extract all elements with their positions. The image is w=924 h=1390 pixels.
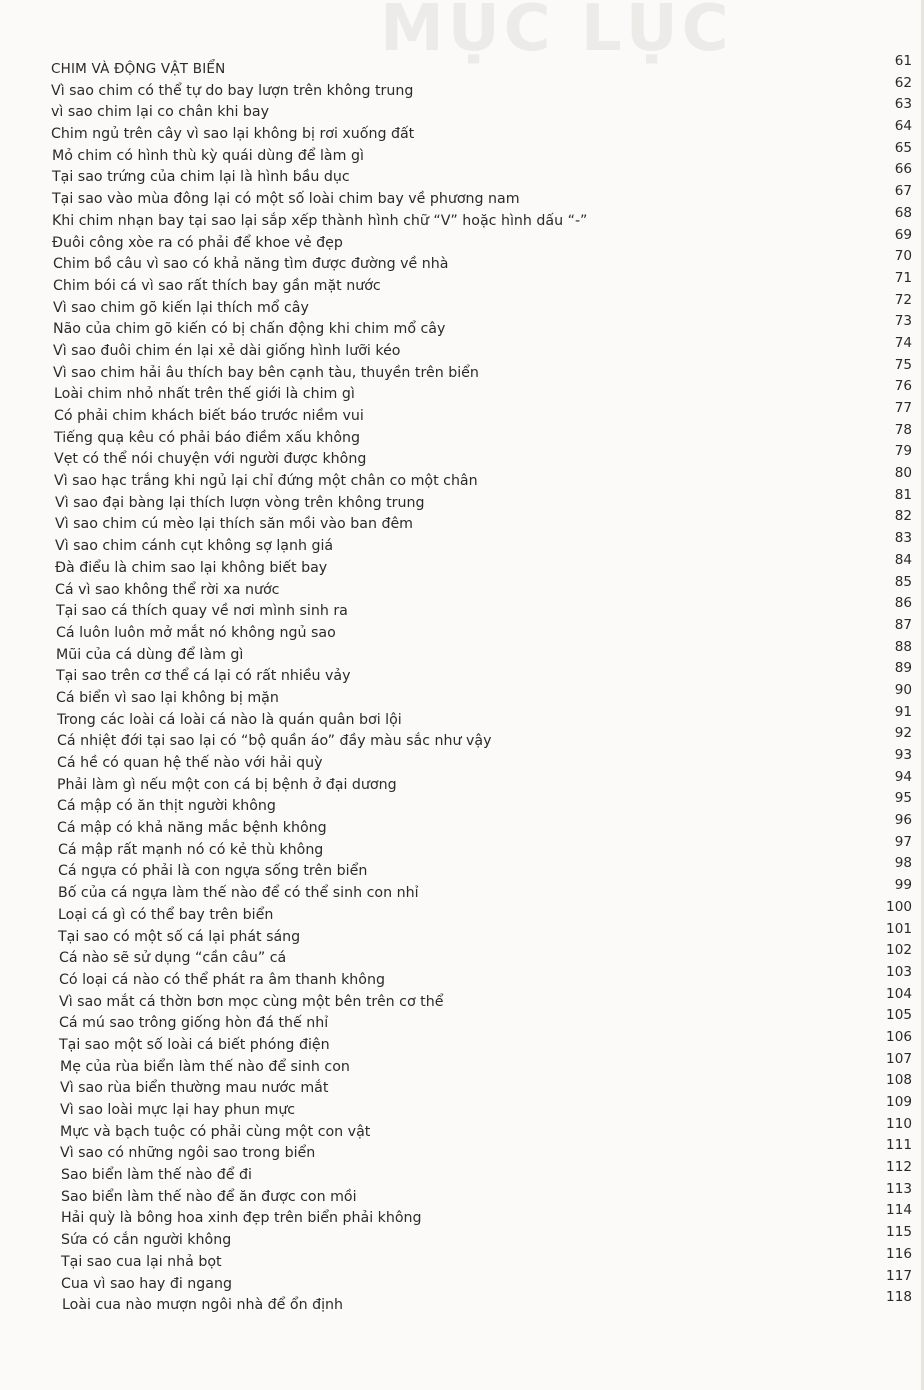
toc-entry-title: Vì sao đại bàng lại thích lượn vòng trên không trung	[55, 494, 425, 511]
toc-entry-title: Phải làm gì nếu một con cá bị bệnh ở đại dương	[57, 776, 397, 793]
toc-entry-title: Mũi của cá dùng để làm gì	[56, 646, 244, 663]
toc-entry-title: Cá mú sao trông giống hòn đá thế nhỉ	[59, 1015, 329, 1032]
toc-entry	[0, 812, 924, 839]
toc-entry-title: Cá vì sao không thể rời xa nước	[55, 581, 280, 598]
section-page-number: 61	[894, 53, 912, 69]
toc-entry-title: Đuôi công xòe ra có phải để khoe vẻ đẹp	[52, 234, 343, 251]
toc-entry-page-number: 75	[894, 356, 912, 373]
toc-entry-title: Cá nhiệt đới tại sao lại có “bộ quần áo” đầy màu sắc như vậy	[57, 733, 492, 750]
toc-entry	[0, 421, 924, 449]
toc-entry	[0, 248, 924, 275]
toc-entry-page-number: 115	[886, 1224, 912, 1241]
toc-entry-title: Cá luôn luôn mở mắt nó không ngủ sao	[56, 624, 336, 641]
toc-entry-title: Tại sao một số loài cá biết phóng điện	[59, 1036, 330, 1053]
toc-entry-page-number: 102	[886, 942, 912, 959]
toc-entry-page-number: 109	[886, 1094, 912, 1110]
toc-entry	[0, 985, 924, 1013]
toc-entry-title: Có phải chim khách biết báo trước niềm vui	[54, 408, 364, 424]
toc-entry	[0, 204, 924, 232]
toc-entry	[0, 920, 924, 948]
toc-entry-page-number: 118	[886, 1289, 912, 1306]
toc-entry-page-number: 76	[894, 378, 912, 395]
toc-entry-page-number: 78	[894, 421, 912, 438]
toc-entry-page-number: 85	[894, 573, 912, 590]
toc-entry-title: Bố của cá ngựa làm thế nào để có thể sinh con nhỉ	[58, 885, 419, 902]
toc-entry	[0, 595, 924, 622]
toc-entry-page-number: 73	[894, 313, 912, 330]
toc-entry-title: Vẹt có thể nói chuyện với người được không	[54, 451, 367, 468]
toc-entry-title: Khi chim nhạn bay tại sao lại sắp xếp thành hình chữ “V” hoặc hình dấu “-”	[52, 212, 588, 229]
toc-entry-title: Vì sao đuôi chim én lại xẻ dài giống hình lưỡi kéo	[53, 342, 401, 359]
toc-entry-title: Loài chim nhỏ nhất trên thế giới là chim gì	[54, 386, 355, 403]
toc-entry	[0, 96, 924, 123]
toc-entry	[0, 183, 924, 210]
toc-entry	[0, 1159, 924, 1186]
toc-entry	[0, 1224, 924, 1251]
toc-entry-title: Chim bói cá vì sao rất thích bay gần mặt nước	[53, 277, 381, 294]
toc-entry-page-number: 88	[894, 638, 912, 655]
toc-entry-title: Loại cá gì có thể bay trên biển	[58, 906, 274, 923]
toc-entry	[0, 573, 924, 601]
toc-entry	[0, 1072, 924, 1099]
toc-entry-page-number: 101	[886, 920, 912, 937]
toc-entry	[0, 1180, 924, 1208]
toc-entry-page-number: 112	[886, 1159, 912, 1176]
toc-entry-page-number: 113	[886, 1180, 912, 1197]
toc-entry-title: Cá ngựa có phải là con ngựa sống trên biển	[58, 863, 368, 880]
toc-entry-page-number: 65	[894, 139, 912, 156]
section-title: CHIM VÀ ĐỘNG VẬT BIỂN	[51, 61, 226, 77]
toc-entry-title: Vì sao chim hải âu thích bay bên cạnh tàu, thuyền trên biển	[53, 364, 479, 381]
toc-entry	[0, 790, 924, 817]
toc-entry-page-number: 99	[894, 877, 912, 894]
toc-entry-page-number: 68	[894, 204, 912, 221]
toc-entry-title: Mẹ của rùa biển làm thế nào để sinh con	[60, 1058, 350, 1075]
toc-entry-page-number: 97	[894, 833, 912, 850]
toc-entry-page-number: 81	[894, 486, 912, 503]
toc-entry-page-number: 92	[894, 725, 912, 742]
toc-entry-page-number: 86	[894, 595, 912, 612]
toc-entry	[0, 725, 924, 752]
toc-entry-title: vì sao chim lại co chân khi bay	[51, 104, 270, 121]
toc-entry-title: Sứa có cắn người không	[61, 1232, 232, 1249]
toc-entry-page-number: 111	[886, 1137, 912, 1154]
toc-entry	[0, 551, 924, 579]
toc-entry	[0, 1028, 924, 1056]
toc-entry	[0, 1115, 924, 1143]
toc-entry-title: Tại sao trên cơ thể cá lại có rất nhiều vảy	[56, 668, 351, 685]
toc-entry-page-number: 66	[894, 161, 912, 178]
toc-entry-page-number: 87	[894, 616, 912, 633]
toc-entry-page-number: 84	[894, 551, 912, 568]
toc-entry-title: Chim bồ câu vì sao có khả năng tìm được đường về nhà	[53, 256, 449, 273]
toc-entry	[0, 74, 924, 102]
toc-entry-page-number: 70	[894, 248, 912, 265]
toc-entry-title: Mực và bạch tuộc có phải cùng một con vật	[60, 1123, 371, 1140]
toc-entry-title: Tại sao vào mùa đông lại có một số loài chim bay về phương nam	[52, 191, 520, 208]
toc-entry	[0, 465, 924, 492]
toc-entry-page-number: 96	[894, 812, 912, 829]
toc-entry	[0, 638, 924, 666]
toc-entry	[0, 486, 924, 514]
faded-watermark-title: MỤC LỤC	[380, 0, 733, 66]
toc-entry-title: Não của chim gõ kiến có bị chấn động khi chim mổ cây	[53, 321, 446, 338]
toc-entry-page-number: 69	[894, 226, 912, 243]
toc-entry	[0, 963, 924, 991]
toc-entry	[0, 291, 924, 319]
toc-entry-title: Cá mập có ăn thịt người không	[57, 798, 276, 815]
toc-entry-page-number: 116	[886, 1245, 912, 1262]
toc-entry	[0, 508, 924, 535]
toc-entry	[0, 877, 924, 904]
toc-entry-title: Tại sao cua lại nhả bọt	[61, 1253, 222, 1270]
toc-entry-page-number: 107	[886, 1050, 912, 1067]
toc-entry	[0, 1289, 924, 1316]
toc-entry	[0, 1050, 924, 1078]
toc-entry	[0, 942, 924, 969]
toc-entry-page-number: 117	[886, 1267, 912, 1284]
toc-entry	[0, 1137, 924, 1164]
toc-entry-title: Cá biển vì sao lại không bị mặn	[56, 689, 279, 706]
toc-entry-page-number: 67	[894, 183, 912, 200]
toc-entry	[0, 313, 924, 340]
toc-entry	[0, 139, 924, 167]
toc-entry	[0, 616, 924, 644]
toc-entry-title: Trong các loài cá loài cá nào là quán quân bơi lội	[57, 711, 402, 728]
toc-entry-page-number: 93	[894, 747, 912, 763]
toc-entry-title: Hải quỳ là bông hoa xinh đẹp trên biển phải không	[61, 1210, 422, 1227]
toc-entry	[0, 118, 924, 145]
toc-entry-title: Sao biển làm thế nào để đi	[61, 1167, 252, 1184]
toc-entry-title: Tại sao cá thích quay về nơi mình sinh ra	[56, 603, 348, 620]
toc-entry-title: Mỏ chim có hình thù kỳ quái dùng để làm gì	[52, 147, 364, 164]
toc-entry-page-number: 72	[894, 291, 912, 308]
toc-entry-title: Chim ngủ trên cây vì sao lại không bị rơi xuống đất	[51, 126, 415, 143]
toc-entry-page-number: 104	[886, 985, 912, 1002]
toc-entry	[0, 334, 924, 362]
toc-entry-page-number: 106	[886, 1028, 912, 1045]
toc-entry	[0, 833, 924, 861]
toc-entry	[0, 1007, 924, 1034]
toc-entry	[0, 226, 924, 254]
toc-entry	[0, 768, 924, 796]
toc-entry	[0, 443, 924, 470]
toc-entry	[0, 855, 924, 882]
toc-entry-page-number: 105	[886, 1007, 912, 1024]
toc-entry-page-number: 74	[894, 334, 912, 351]
table-of-contents	[0, 53, 924, 1316]
toc-entry-title: Cá mập có khả năng mắc bệnh không	[57, 820, 327, 837]
toc-entry-title: Sao biển làm thế nào để ăn được con mồi	[61, 1188, 357, 1205]
toc-entry-title: Vì sao loài mực lại hay phun mực	[60, 1102, 296, 1118]
toc-entry-title: Vì sao mắt cá thờn bơn mọc cùng một bên trên cơ thể	[59, 993, 444, 1010]
toc-entry-page-number: 64	[894, 118, 912, 135]
toc-entry-title: Vì sao có những ngôi sao trong biển	[60, 1145, 316, 1162]
toc-entry-page-number: 114	[886, 1202, 912, 1219]
toc-entry-page-number: 63	[894, 96, 912, 113]
toc-entry	[0, 898, 924, 926]
toc-entry-title: Vì sao chim cánh cụt không sợ lạnh giá	[55, 538, 334, 555]
toc-entry-title: Có loại cá nào có thể phát ra âm thanh không	[59, 971, 385, 988]
toc-entry-page-number: 91	[894, 703, 912, 720]
toc-entry-title: Tại sao trứng của chim lại là hình bầu dục	[52, 169, 350, 186]
toc-entry-page-number: 90	[894, 681, 912, 698]
toc-entry-title: Đà điểu là chim sao lại không biết bay	[55, 559, 328, 576]
toc-entry-page-number: 62	[894, 74, 912, 91]
toc-entry-page-number: 98	[894, 855, 912, 872]
toc-entry	[0, 530, 924, 557]
toc-entry-page-number: 79	[894, 443, 912, 460]
toc-entry-page-number: 71	[894, 269, 912, 286]
toc-entry	[0, 703, 924, 731]
toc-entry-page-number: 110	[886, 1115, 912, 1132]
toc-entry-title: Tại sao có một số cá lại phát sáng	[58, 928, 301, 945]
toc-entry	[0, 747, 924, 774]
toc-entry-page-number: 83	[894, 530, 912, 547]
toc-entry	[0, 378, 924, 405]
toc-entry-title: Vì sao chim gõ kiến lại thích mổ cây	[53, 299, 309, 316]
toc-entry	[0, 1202, 924, 1229]
toc-entry-title: Tiếng quạ kêu có phải báo điềm xấu không	[54, 429, 361, 446]
toc-entry-title: Cá mập rất mạnh nó có kẻ thù không	[58, 841, 324, 858]
toc-entry-title: Cá nào sẽ sử dụng “cần câu” cá	[59, 950, 287, 967]
toc-entry-page-number: 89	[894, 660, 912, 677]
toc-entry-title: Vì sao chim có thể tự do bay lượn trên không trung	[51, 82, 414, 99]
toc-entry-title: Loài cua nào mượn ngôi nhà để ổn định	[62, 1297, 344, 1314]
toc-entry	[0, 1267, 924, 1295]
toc-section-heading	[0, 53, 924, 80]
toc-entry-title: Vì sao chim cú mèo lại thích săn mồi vào ban đêm	[55, 516, 413, 533]
toc-entry-page-number: 108	[886, 1072, 912, 1089]
toc-entry-page-number: 77	[894, 400, 912, 416]
toc-entry	[0, 161, 924, 188]
toc-entry-title: Cá hề có quan hệ thế nào với hải quỳ	[57, 755, 323, 771]
toc-entry-title: Cua vì sao hay đi ngang	[61, 1275, 232, 1292]
toc-entry-page-number: 82	[894, 508, 912, 525]
toc-entry	[0, 1245, 924, 1273]
toc-entry-page-number: 94	[894, 768, 912, 785]
toc-entry-title: Vì sao rùa biển thường mau nước mắt	[60, 1080, 329, 1097]
toc-entry-page-number: 95	[894, 790, 912, 807]
toc-entry	[0, 1094, 924, 1121]
toc-entry	[0, 356, 924, 384]
toc-entry	[0, 660, 924, 687]
toc-entry-title: Vì sao hạc trắng khi ngủ lại chỉ đứng một chân co một chân	[54, 473, 478, 490]
toc-entry-page-number: 103	[886, 963, 912, 980]
toc-entry	[0, 269, 924, 297]
toc-entry	[0, 681, 924, 709]
toc-entry	[0, 400, 924, 427]
toc-entry-page-number: 80	[894, 465, 912, 482]
toc-entry-page-number: 100	[886, 898, 912, 915]
